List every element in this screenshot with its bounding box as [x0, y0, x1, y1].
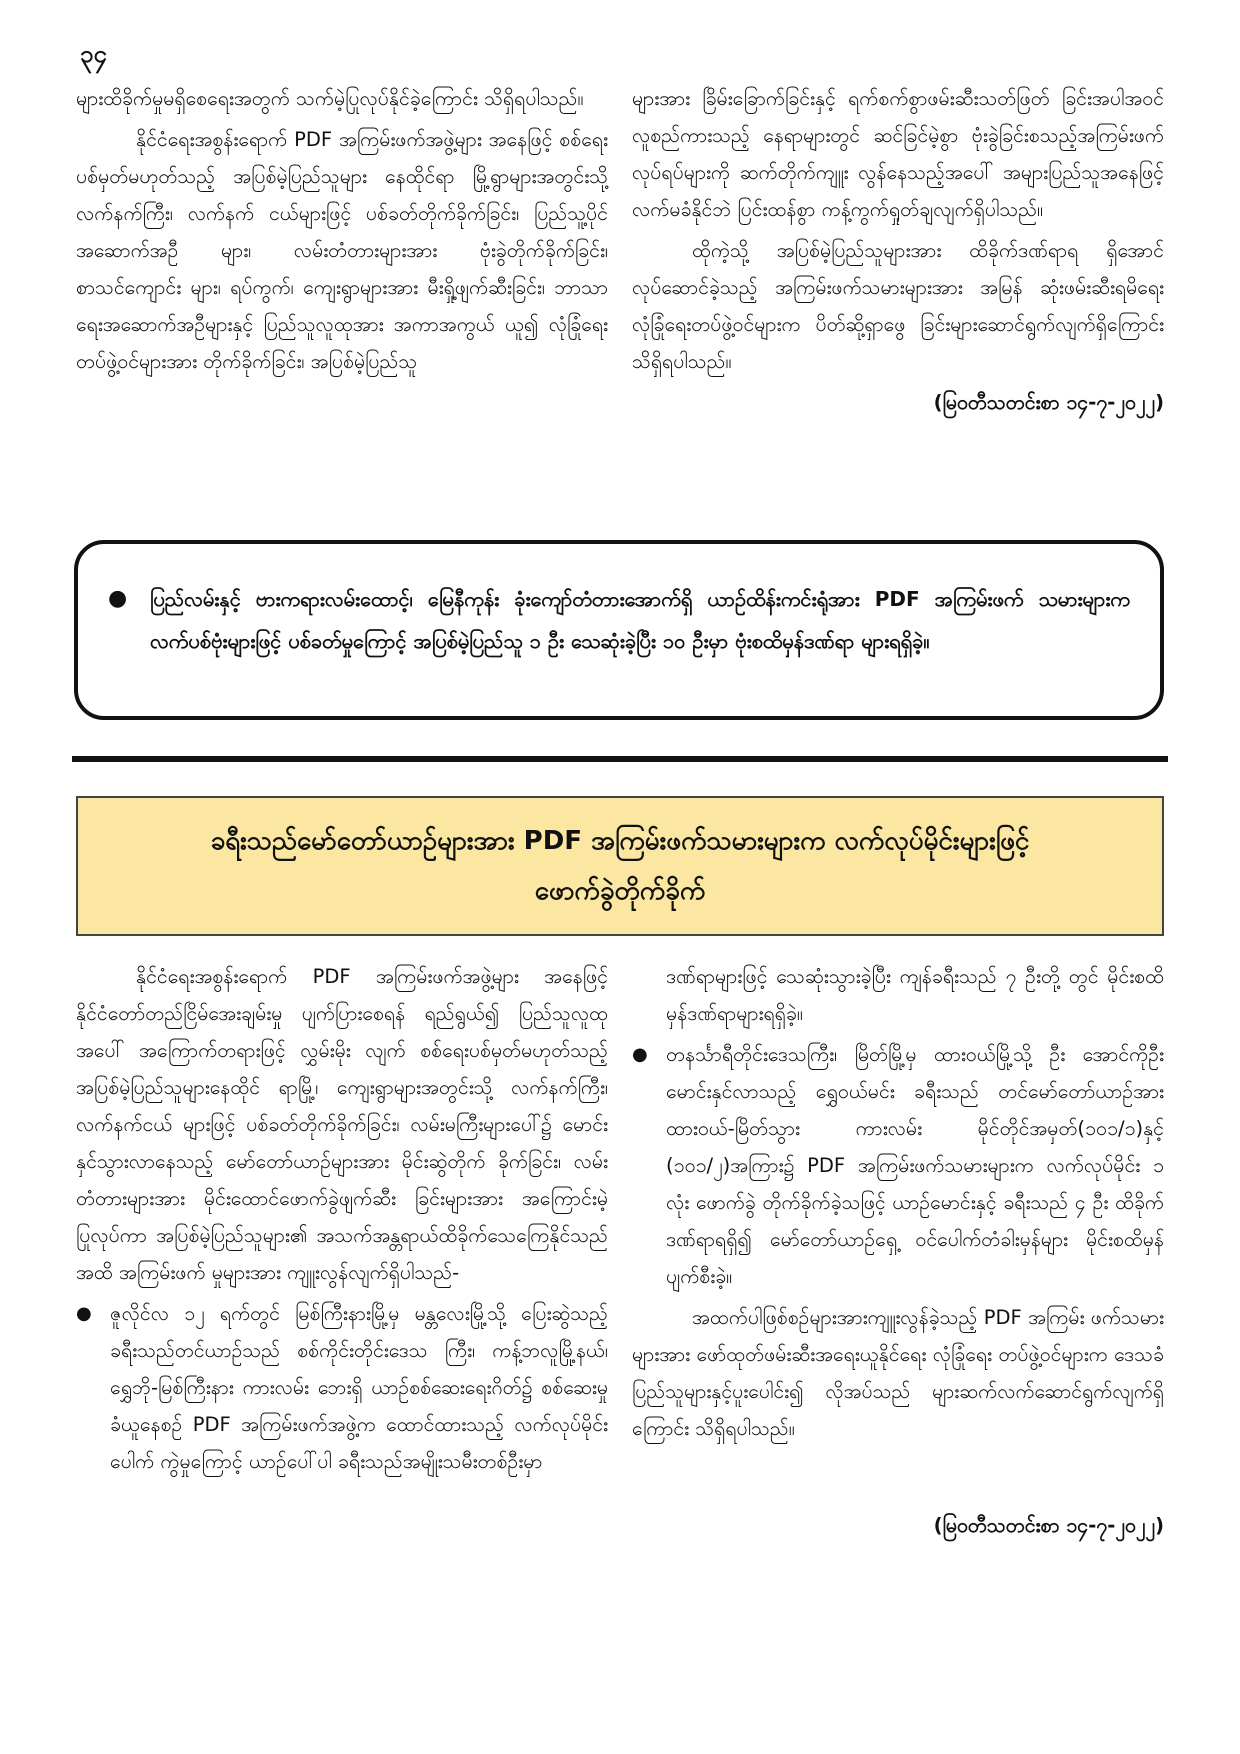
list-item-text: ဇူလိုင်လ ၁၂ ရက်တွင် မြစ်ကြီးနားမြို့မှ မန္တလေးမြို့သို့ ပြေးဆွဲသည့် ခရီးသည်တင်ယာဉ်သည် စစ်ကိုင်းတိုင်းဒေသ ကြီး၊ ကန့်ဘလူမြို့နယ်၊ ရွှေဘို-မြစ်ကြီးနား ကားလမ်း ဘေးရှိ ယာဉ်စစ်ဆေးရေးဂိတ်၌ စစ်ဆေးမှုခံယူနေစဉ် PDF အကြမ်းဖက်အဖွဲ့က ထောင်ထားသည့် လက်လုပ်မိုင်းပေါက် ကွဲမှုကြောင့် ယာဉ်ပေါ်ပါ ခရီးသည်အမျိုးသမီးတစ်ဦးမှာ [110, 1302, 608, 1473]
paragraph: ဒဏ်ရာများဖြင့် သေဆုံးသွားခဲ့ပြီး ကျန်ခရီးသည် ၇ ဦးတို့ တွင် မိုင်းစထိမှန်ဒဏ်ရာများရရှိခဲ့။ [666, 965, 1164, 1025]
source-citation: (မြဝတီသတင်းစာ ၁၄-၇-၂၀၂၂) [933, 1514, 1164, 1537]
news-callout-box [74, 540, 1164, 720]
article-headline [76, 796, 1164, 936]
paragraph: နိုင်ငံရေးအစွန်းရောက် PDF အကြမ်းဖက်အဖွဲ့များ အနေဖြင့် နိုင်ငံတော်တည်ငြိမ်အေးချမ်းမှု ပျက်ပြားစေရန် ရည်ရွယ်၍ ပြည်သူလူထုအပေါ် အကြောက်တရားဖြင့် လွှမ်းမိုး လျက် စစ်ရေးပစ်မှတ်မဟုတ်သည့် အပြစ်မဲ့ပြည်သူများနေထိုင် ရာမြို့၊ ကျေးရွာများအတွင်းသို့ လက်နက်ကြီး၊ လက်နက်ငယ် များဖြင့် ပစ်ခတ်တိုက်ခိုက်ခြင်း၊ လမ်းမကြီးများပေါ်၌ မောင်း နှင်သွားလာနေသည့် မော်တော်ယာဉ်များအား မိုင်းဆွဲတိုက် ခိုက်ခြင်း၊ လမ်းတံတားများအား မိုင်းထောင်ဖောက်ခွဲဖျက်ဆီး ခြင်းများအား အကြောင်းမဲ့ပြုလုပ်ကာ အပြစ်မဲ့ပြည်သူများ၏ အသက်အန္တရာယ်ထိခိုက်သေကြေနိုင်သည်အထိ အကြမ်းဖက် မှုများအား ကျူးလွန်လျက်ရှိပါသည်- [76, 965, 608, 1284]
top-article-columns [76, 80, 1164, 480]
page-number: ၃၄ [80, 40, 107, 68]
bullet-icon: ● [76, 1303, 92, 1324]
paragraph: အထက်ပါဖြစ်စဉ်များအားကျူးလွန်ခဲ့သည့် PDF အကြမ်း ဖက်သမားများအား ဖော်ထုတ်ဖမ်းဆီးအရေးယူနိုင်ရေး လုံခြုံရေး တပ်ဖွဲ့ဝင်များက ဒေသခံပြည်သူများနှင့်ပူးပေါင်း၍ လိုအပ်သည် များဆက်လက်ဆောင်ရွက်လျက်ရှိကြောင်း သိရှိရပါသည်။ [632, 1306, 1164, 1440]
bottom-left-column [76, 958, 608, 1658]
bottom-right-column [632, 958, 1164, 1658]
top-left-column [76, 80, 608, 480]
top-right-column [632, 80, 1164, 480]
callout-text: ပြည်လမ်းနှင့် ဗားကရားလမ်းထောင့်၊ မြေနီကုန်း ခုံးကျော်တံတားအောက်ရှိ ယာဉ်ထိန်းကင်းရုံအား PDF အကြမ်းဖက် သမားများက လက်ပစ်ဗုံးများဖြင့် ပစ်ခတ်မှုကြောင့် အပြစ်မဲ့ပြည်သူ ၁ ဦး သေဆုံးခဲ့ပြီး ၁၀ ဦးမှာ ဗုံးစထိမှန်ဒဏ်ရာ များရရှိခဲ့။ [150, 587, 1130, 653]
list-item-text: တနင်္သာရီတိုင်းဒေသကြီး၊ မြိတ်မြို့မှ ထားဝယ်မြို့သို့ ဦး အောင်ကိုဦး မောင်းနှင်လာသည့် ရွှေဝယ်မင်း ခရီးသည် တင်မော်တော်ယာဉ်အား ထားဝယ်-မြိတ်သွား ကားလမ်း မိုင်တိုင်အမှတ်(၁၀၁/၁)နှင့် (၁၀၁/၂)အကြား၌ PDF အကြမ်းဖက်သမားများက လက်လုပ်မိုင်း ၁ လုံး ဖောက်ခွဲ တိုက်ခိုက်ခဲ့သဖြင့် ယာဉ်မောင်းနှင့် ခရီးသည် ၄ ဦး ထိခိုက် ဒဏ်ရာရရှိ၍ မော်တော်ယာဉ်ရှေ့ ဝင်ပေါက်တံခါးမှန်များ မိုင်းစထိမှန်ပျက်စီးခဲ့။ [666, 1043, 1164, 1288]
paragraph: ထိုကဲ့သို့ အပြစ်မဲ့ပြည်သူများအား ထိခိုက်ဒဏ်ရာရ ရှိအောင်လုပ်ဆောင်ခဲ့သည့် အကြမ်းဖက်သမားများအား အမြန် ဆုံးဖမ်းဆီးရမိရေး လုံခြုံရေးတပ်ဖွဲ့ဝင်များက ပိတ်ဆို့ရှာဖွေ ခြင်းများဆောင်ရွက်လျက်ရှိကြောင်း သိရှိရပါသည်။ [632, 239, 1164, 373]
section-divider [72, 756, 1168, 762]
list-item [632, 1036, 1164, 1295]
list-item [76, 1295, 608, 1480]
source-citation: (မြဝတီသတင်းစာ ၁၄-၇-၂၀၂၂) [933, 391, 1164, 414]
paragraph: နိုင်ငံရေးအစွန်းရောက် PDF အကြမ်းဖက်အဖွဲ့များ အနေဖြင့် စစ်ရေးပစ်မှတ်မဟုတ်သည့် အပြစ်မဲ့ပြည်သူများ နေထိုင်ရာ မြို့ရွာများအတွင်းသို့ လက်နက်ကြီး၊ လက်နက် ငယ်များဖြင့် ပစ်ခတ်တိုက်ခိုက်ခြင်း၊ ပြည်သူ့ပိုင်အဆောက်အဦ များ၊ လမ်းတံတားများအား ဗုံးခွဲတိုက်ခိုက်ခြင်း၊ စာသင်ကျောင်း များ၊ ရပ်ကွက်၊ ကျေးရွာများအား မီးရှို့ဖျက်ဆီးခြင်း၊ ဘာသာ ရေးအဆောက်အဦများနှင့် ပြည်သူလူထုအား အကာအကွယ် ယူ၍ လုံခြုံရေးတပ်ဖွဲ့ဝင်များအား တိုက်ခိုက်ခြင်း၊ အပြစ်မဲ့ပြည်သူ [76, 128, 608, 373]
bullet-icon: ● [108, 586, 128, 611]
headline-line: ခရီးသည်မော်တော်ယာဉ်များအား PDF အကြမ်းဖက်သမားများက လက်လုပ်မိုင်းများဖြင့် [210, 826, 1030, 856]
paragraph: များအား ခြိမ်းခြောက်ခြင်းနှင့် ရက်စက်စွာဖမ်းဆီးသတ်ဖြတ် ခြင်းအပါအဝင် လူစည်ကားသည့် နေရာများတွင် ဆင်ခြင်မဲ့စွာ ဗုံးခွဲခြင်းစသည့်အကြမ်းဖက်လုပ်ရပ်များကို ဆက်တိုက်ကျူး လွန်နေသည့်အပေါ် အများပြည်သူအနေဖြင့် လက်မခံနိုင်ဘဲ ပြင်းထန်စွာ ကန့်ကွက်ရှုတ်ချလျက်ရှိပါသည်။ [632, 87, 1164, 221]
paragraph: များထိခိုက်မှုမရှိစေရေးအတွက် သက်မဲ့ပြုလုပ်နိုင်ခဲ့ကြောင်း သိရှိရပါသည်။ [76, 87, 584, 110]
bottom-article-columns [76, 958, 1164, 1658]
headline-line: ဖောက်ခွဲတိုက်ခိုက် [534, 876, 706, 906]
bullet-icon: ● [632, 1044, 648, 1065]
